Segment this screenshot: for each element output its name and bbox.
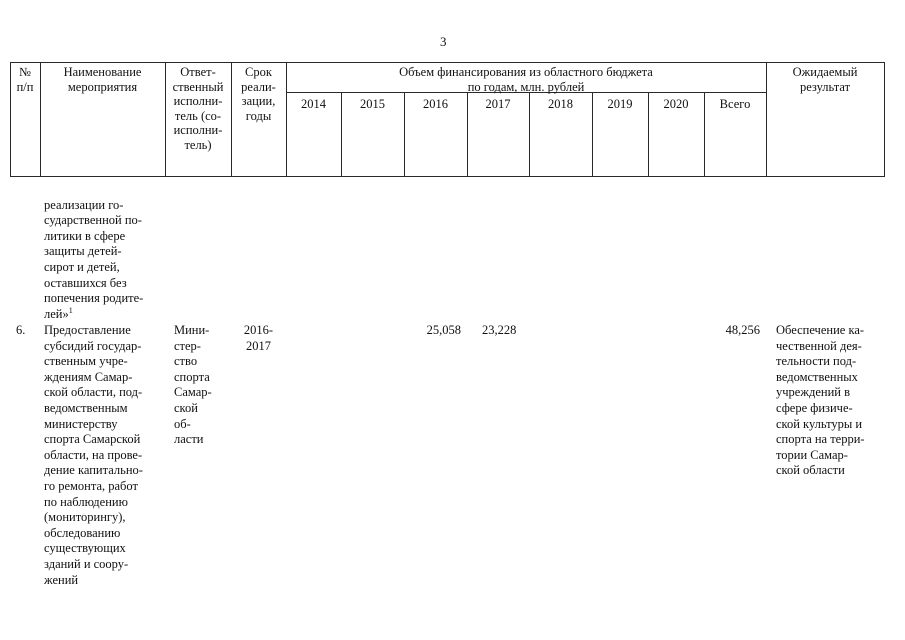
page-number: 3: [440, 34, 447, 49]
header-year-2018: 2018: [548, 97, 573, 111]
header-year-2016: 2016: [423, 97, 448, 111]
header-bottom-border: [10, 176, 885, 177]
header-executor: Ответ- ственный исполни- тель (со- исполни- тель): [172, 65, 224, 152]
header-result: Ожидаемый результат: [792, 65, 858, 94]
continuation-body: реализации го- сударственной по- литики в сфере защиты детей- сирот и детей, оставшихся без попечения родите- лей»: [44, 197, 144, 321]
header-name: Наименование мероприятия: [63, 65, 142, 94]
row-value-total: 48,256: [725, 323, 760, 337]
header-total: Всего: [719, 97, 751, 111]
header-year-2014: 2014: [301, 97, 326, 111]
row-executor: Мини- стер- ство спорта Самар- ской об- ласти: [174, 323, 212, 447]
header-funding: Объем финансирования из областного бюджета по годам, млн. рублей: [399, 65, 653, 94]
header-year-2017: 2017: [485, 97, 511, 111]
row-name: Предоставление субсидий государ- ственным учре- ждениям Самар- ской области, под- ведомственным министерству спорта Самарской области, на прове- дение капитально- го ремонта, работ по наблюдению (мониторингу), обследованию существующих зданий и соору- жений: [44, 323, 143, 587]
row-number: 6.: [16, 323, 26, 337]
header-year-2015: 2015: [360, 97, 385, 111]
table-top-border: [10, 62, 885, 63]
col-divider: [884, 62, 885, 176]
row-value-2017: 23,228: [482, 323, 517, 337]
program-table: [10, 62, 885, 622]
row-value-2016: 25,058: [426, 323, 461, 337]
header-term: Срок реали- зации, годы: [241, 65, 276, 123]
row-result: Обеспечение ка- чественной дея- тельности под- ведомственных учреждений в сфере физиче- ской культуры и спорта на терри- тории Самар- ской области: [776, 323, 865, 478]
row-term: 2016- 2017: [243, 323, 274, 353]
footnote-mark: 1: [68, 305, 73, 315]
header-number: № п/п: [16, 65, 34, 94]
continuation-text: [44, 182, 169, 322]
header-year-2019: 2019: [607, 97, 633, 111]
header-year-2020: 2020: [663, 97, 689, 111]
